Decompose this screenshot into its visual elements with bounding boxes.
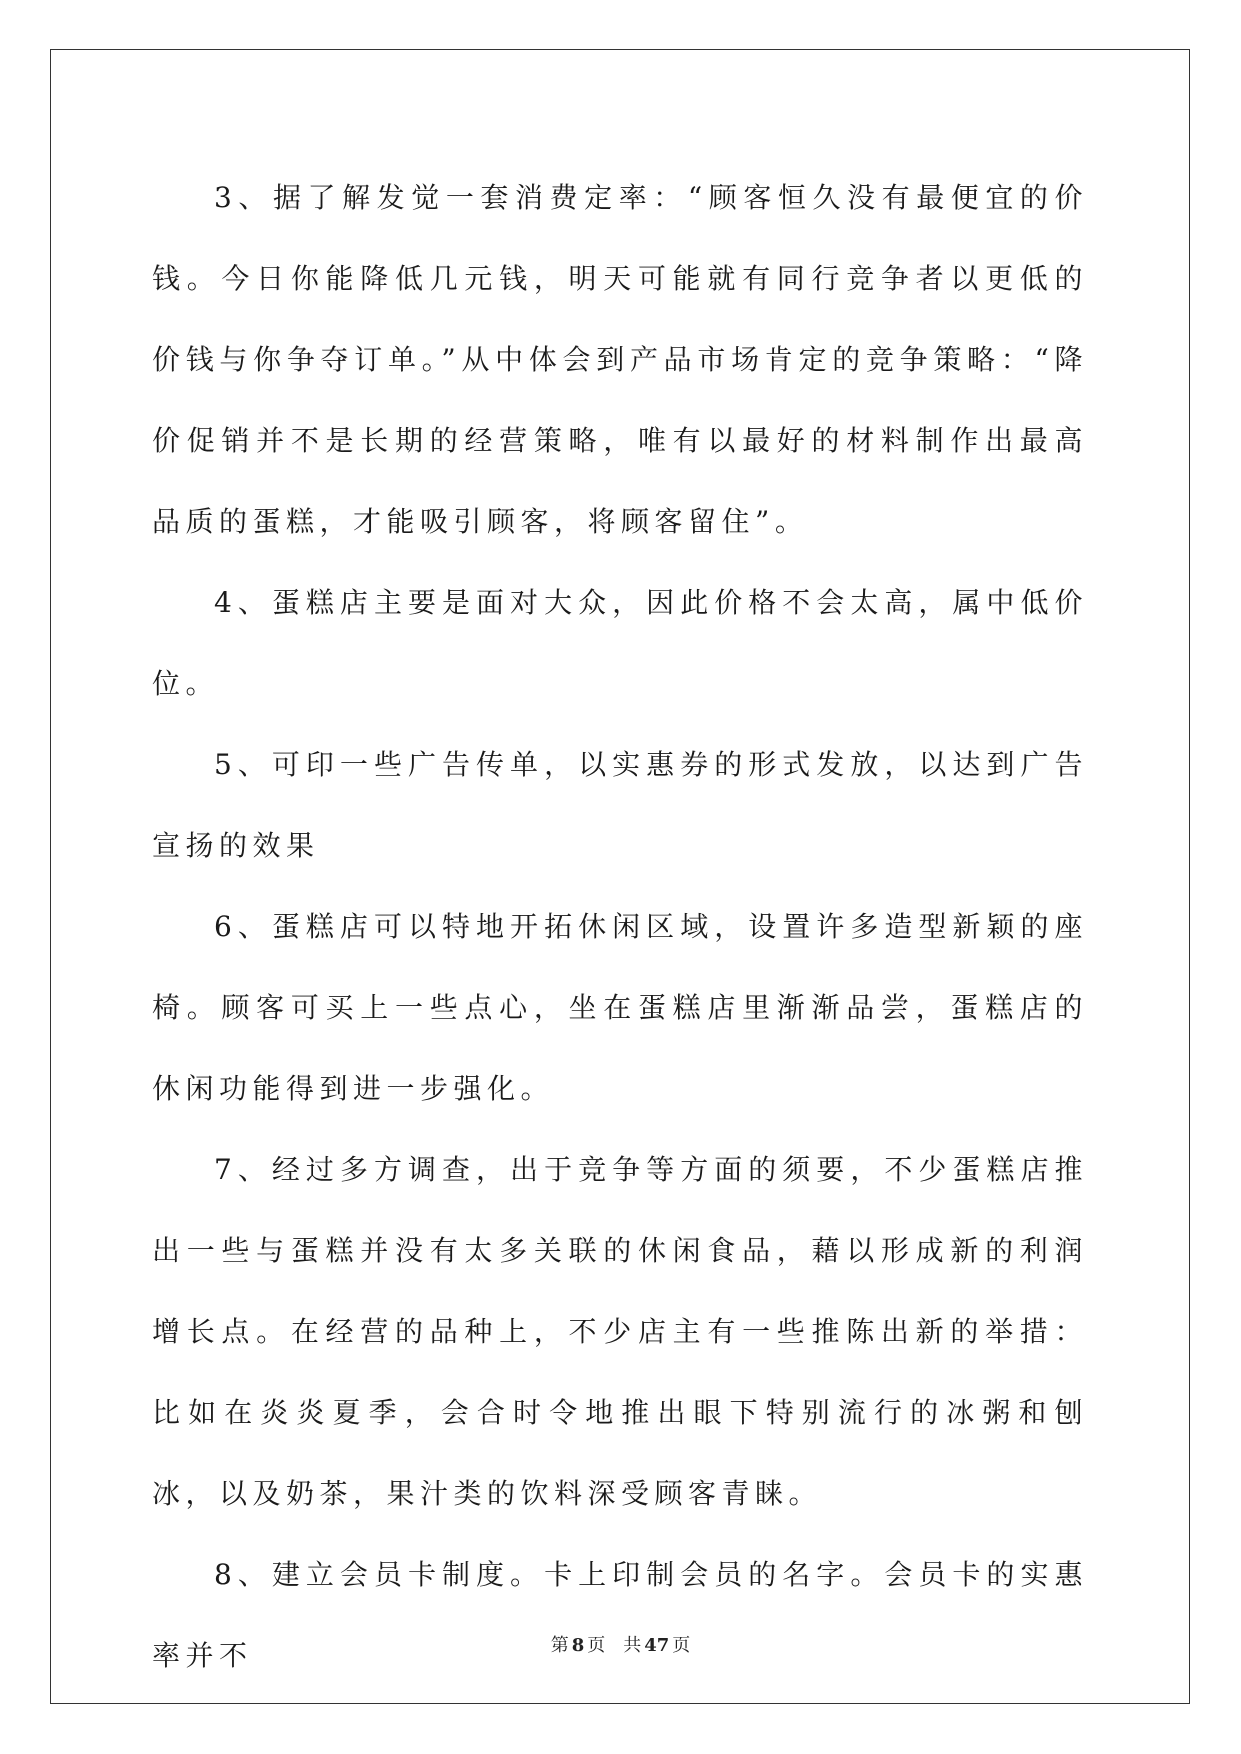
page-footer [0, 1631, 1241, 1657]
paragraph-6: 6、蛋糕店可以特地开拓休闲区域，设置许多造型新颖的座椅。顾客可买上一些点心，坐在蛋糕店里渐渐品尝，蛋糕店的休闲功能得到进一步强化。 [152, 910, 1088, 1105]
paragraph-3: 3、据了解发觉一套消费定率：“顾客恒久没有最便宜的价钱。今日你能降低几元钱，明天可能就有同行竞争者以更低的价钱与你争夺订单。”从中体会到产品市场肯定的竞争策略：“降价促销并不是长期的经营策略，唯有以最好的材料制作出最高品质的蛋糕，才能吸引顾客，将顾客留住”。 [152, 181, 1088, 538]
paragraph-8: 8、建立会员卡制度。卡上印制会员的名字。会员卡的实惠率并不 [152, 1558, 1088, 1672]
document-body [152, 157, 1088, 1696]
page-prefix: 第 [550, 1635, 569, 1656]
total-suffix: 页 [672, 1635, 691, 1656]
paragraph-4: 4、蛋糕店主要是面对大众，因此价格不会太高，属中低价位。 [152, 586, 1088, 700]
page-suffix: 页 [587, 1635, 606, 1656]
paragraph-7: 7、经过多方调查，出于竞争等方面的须要，不少蛋糕店推出一些与蛋糕并没有太多关联的休闲食品，藉以形成新的利润增长点。在经营的品种上，不少店主有一些推陈出新的举措：比如在炎炎夏季，会合时令地推出眼下特别流行的冰粥和刨冰，以及奶茶，果汁类的饮料深受顾客青睐。 [152, 1153, 1088, 1510]
total-prefix: 共 [623, 1635, 642, 1656]
total-pages: 47 [644, 1635, 670, 1656]
page-number: 8 [571, 1635, 585, 1656]
paragraph-5: 5、可印一些广告传单，以实惠券的形式发放，以达到广告宣扬的效果 [152, 748, 1088, 862]
